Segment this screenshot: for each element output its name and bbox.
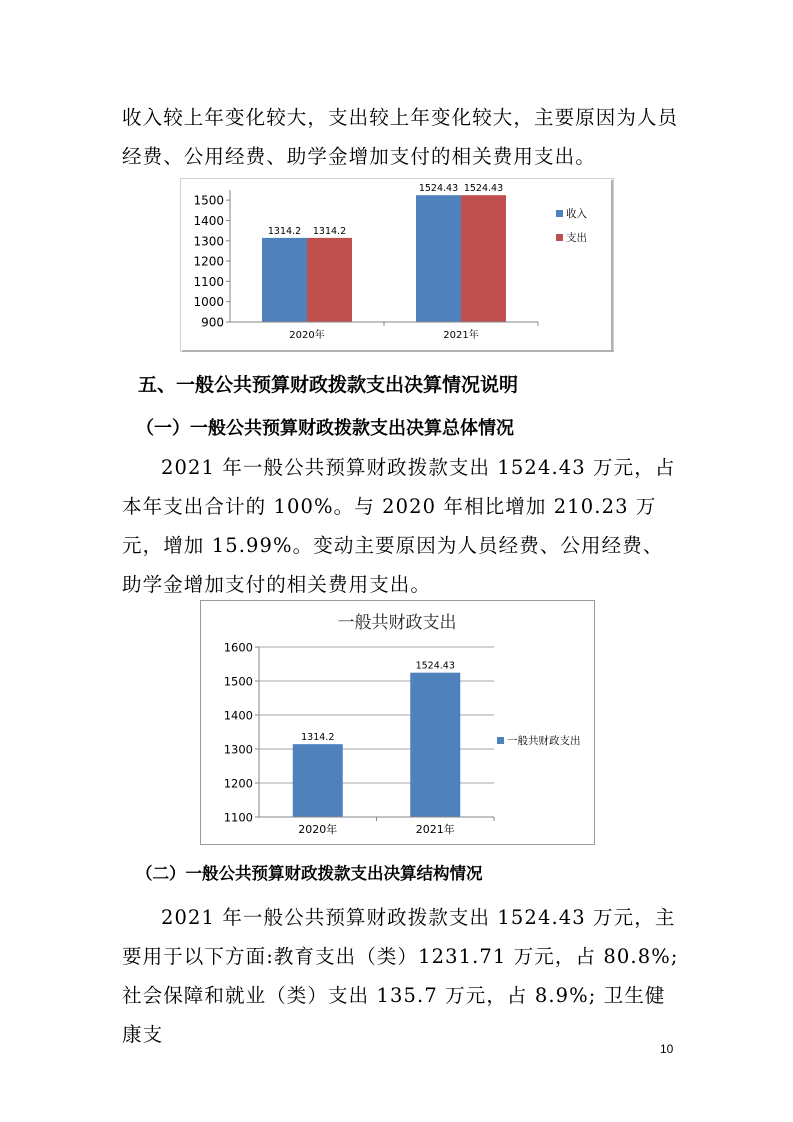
chart2-data-label: 1314.2 — [301, 732, 335, 744]
chart1-bar — [461, 195, 506, 322]
chart1-legend-label: 支出 — [566, 232, 587, 244]
chart2-y-tick-label: 1500 — [223, 674, 253, 689]
chart1-data-label: 1524.43 — [463, 183, 504, 195]
chart2-bar — [293, 744, 343, 817]
chart1-y-tick-label: 900 — [201, 315, 224, 330]
chart1-category-label: 2021年 — [443, 330, 479, 341]
chart2-y-tick-label: 1400 — [223, 708, 253, 723]
sub1-paragraph: 2021 年一般公共预算财政拨款支出 1524.43 万元，占本年支出合计的 100%。与 2020 年相比增加 210.23 万元，增加 15.99%。变动主要原因为人员经费、公用经费、助学金增加支付的相关费用支出。 — [122, 456, 676, 596]
chart2-legend-label: 一般共财政支出 — [507, 735, 581, 747]
chart1-bar — [262, 238, 307, 322]
chart1-y-tick-label: 1100 — [193, 274, 224, 289]
section5-heading: 五、一般公共预算财政拨款支出决算情况说明 — [138, 374, 519, 396]
chart2-data-label: 1524.43 — [415, 660, 455, 672]
chart2-y-tick-label: 1200 — [223, 776, 253, 791]
chart2-y-tick-label: 1100 — [223, 810, 253, 825]
chart1-y-tick-label: 1300 — [193, 234, 224, 249]
chart1-bar — [416, 195, 461, 322]
chart1-bar — [307, 238, 352, 322]
chart1-legend-swatch — [556, 210, 563, 217]
chart2-y-tick-label: 1300 — [223, 742, 253, 757]
chart1-y-tick-label: 1500 — [193, 193, 224, 208]
chart1-data-label: 1524.43 — [418, 183, 459, 195]
chart2-legend-swatch — [497, 737, 504, 744]
chart1-y-tick-label: 1000 — [193, 295, 224, 310]
intro-paragraph: 收入较上年变化较大，支出较上年变化较大，主要原因为人员经费、公用经费、助学金增加支付的相关费用支出。 — [122, 106, 679, 168]
chart1-legend-label: 收入 — [566, 208, 587, 220]
sub2-heading: （二）一般公共预算财政拨款支出决算结构情况 — [136, 864, 483, 883]
chart2-y-tick-label: 1600 — [223, 640, 253, 655]
chart1-data-label: 1314.2 — [267, 225, 302, 237]
income-expense-chart — [180, 178, 615, 353]
chart2-title: 一般共财政支出 — [337, 613, 457, 633]
chart2-border — [201, 601, 595, 845]
chart1-y-tick-label: 1400 — [193, 213, 224, 228]
sub2-paragraph: 2021 年一般公共预算财政拨款支出 1524.43 万元，主要用于以下方面:教育支出（类）1231.71 万元，占 80.8%; 社会保障和就业（类）支出 135.7 万元，占 8.9%; 卫生健康支 — [122, 906, 679, 1046]
chart1-category-label: 2020年 — [289, 330, 325, 341]
general-budget-chart — [200, 600, 596, 846]
page-number: 10 — [660, 1042, 674, 1056]
chart1-border — [181, 179, 614, 352]
sub1-heading: （一）一般公共预算财政拨款支出决算总体情况 — [136, 418, 514, 439]
chart2-category-label: 2020年 — [298, 823, 338, 836]
chart1-data-label: 1314.2 — [312, 225, 347, 237]
chart1-y-tick-label: 1200 — [193, 254, 224, 269]
chart2-bar — [410, 673, 460, 817]
chart2-category-label: 2021年 — [415, 823, 455, 836]
chart1-legend-swatch — [556, 234, 563, 241]
